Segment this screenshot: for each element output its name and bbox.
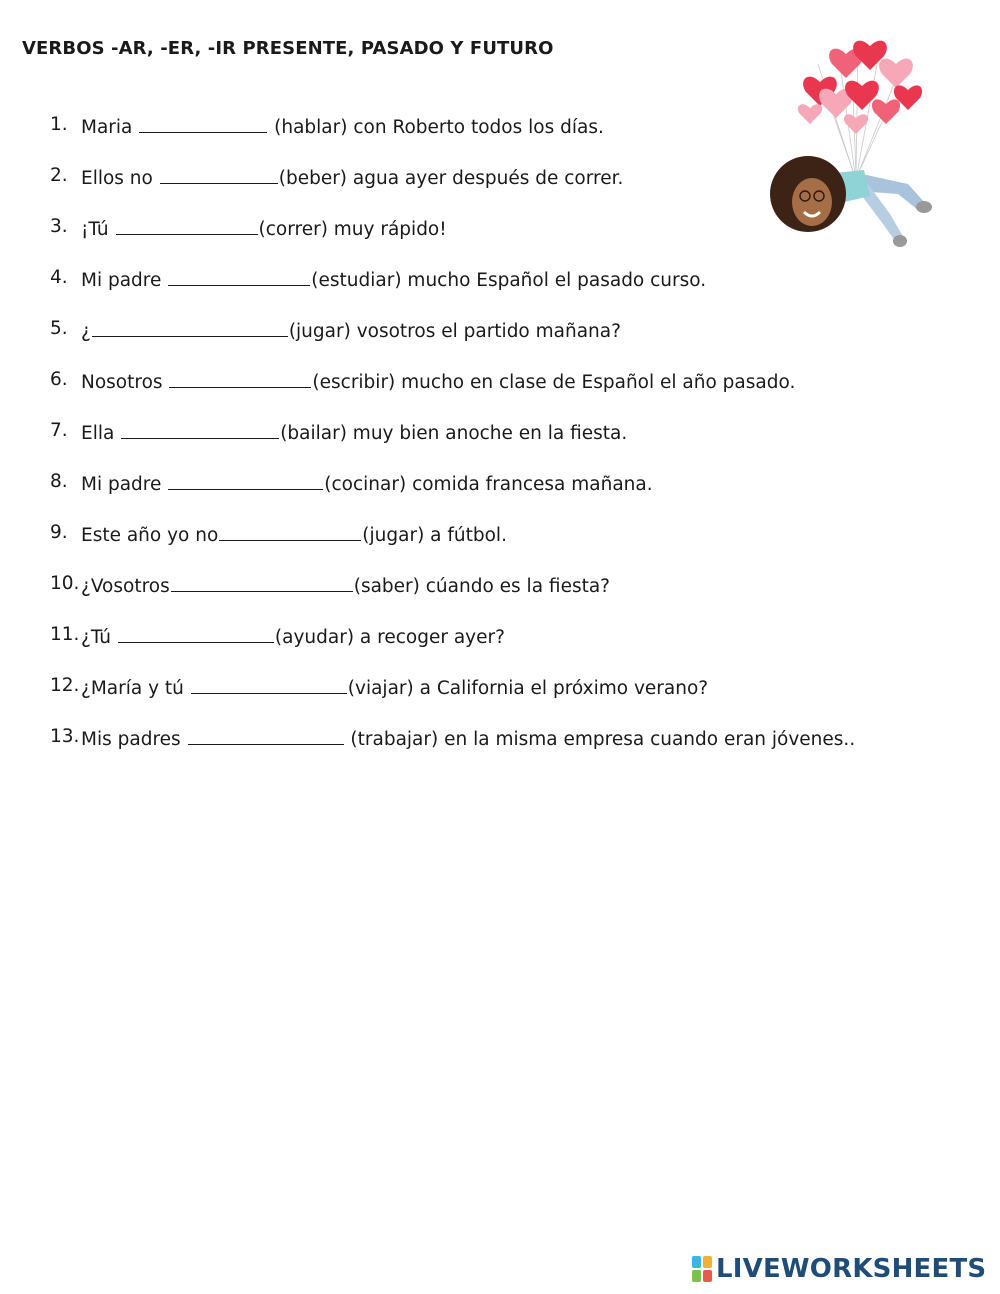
item-text <box>81 216 447 240</box>
item-text <box>81 675 708 699</box>
answer-blank[interactable] <box>171 573 353 592</box>
item-text-after: (beber) agua ayer después de correr. <box>278 168 624 189</box>
item-text-before: Este año yo no <box>81 525 219 546</box>
answer-blank[interactable] <box>168 267 310 286</box>
item-text-after: (cocinar) comida francesa mañana. <box>324 474 653 495</box>
item-text <box>81 420 627 444</box>
item-text <box>81 318 621 342</box>
liveworksheets-watermark <box>692 1254 986 1284</box>
answer-blank[interactable] <box>168 471 323 490</box>
item-text <box>81 726 855 750</box>
answer-blank[interactable] <box>219 522 361 541</box>
item-text-before: ¿ <box>81 321 91 342</box>
item-text-after: (correr) muy rápido! <box>258 219 447 240</box>
item-text-after: (estudiar) mucho Español el pasado curso. <box>311 270 707 291</box>
item-number: 7. <box>50 420 68 441</box>
item-text-before: ¿María y tú <box>81 678 190 699</box>
exercise-item <box>50 165 855 216</box>
exercise-item <box>50 573 855 624</box>
item-text-before: Maria <box>81 117 139 138</box>
item-number: 12. <box>50 675 80 696</box>
item-text-before: Ella <box>81 423 121 444</box>
item-text-after: (saber) cúando es la fiesta? <box>353 576 610 597</box>
item-number: 3. <box>50 216 68 237</box>
item-number: 2. <box>50 165 68 186</box>
item-text <box>81 522 507 546</box>
item-number: 13. <box>50 726 80 747</box>
item-number: 11. <box>50 624 80 645</box>
item-text-before: Ellos no <box>81 168 159 189</box>
item-text-after: (jugar) vosotros el partido mañana? <box>288 321 621 342</box>
exercise-item <box>50 624 855 675</box>
answer-blank[interactable] <box>160 165 278 184</box>
liveworksheets-logo-icon <box>692 1256 712 1282</box>
item-text <box>81 573 610 597</box>
exercise-item <box>50 471 855 522</box>
answer-blank[interactable] <box>118 624 274 643</box>
item-number: 1. <box>50 114 68 135</box>
exercise-item <box>50 369 855 420</box>
answer-blank[interactable] <box>191 675 347 694</box>
item-text-before: Nosotros <box>81 372 169 393</box>
item-number: 4. <box>50 267 68 288</box>
item-number: 9. <box>50 522 68 543</box>
exercise-item <box>50 267 855 318</box>
item-text-after: (bailar) muy bien anoche en la fiesta. <box>280 423 628 444</box>
answer-blank[interactable] <box>92 318 288 337</box>
item-text-after: (ayudar) a recoger ayer? <box>274 627 505 648</box>
exercise-item <box>50 318 855 369</box>
exercise-item <box>50 216 855 267</box>
item-number: 10. <box>50 573 80 594</box>
item-text <box>81 114 604 138</box>
exercise-list <box>50 114 855 777</box>
exercise-item <box>50 114 855 165</box>
item-text-before: Mi padre <box>81 270 168 291</box>
answer-blank[interactable] <box>188 726 344 745</box>
answer-blank[interactable] <box>121 420 279 439</box>
item-text <box>81 369 795 393</box>
item-text <box>81 624 505 648</box>
item-text-before: ¿Vosotros <box>81 576 170 597</box>
item-text <box>81 165 623 189</box>
exercise-item <box>50 522 855 573</box>
item-text-after: (trabajar) en la misma empresa cuando eran jóvenes.. <box>344 729 856 750</box>
answer-blank[interactable] <box>139 114 267 133</box>
item-number: 8. <box>50 471 68 492</box>
item-text-after: (escribir) mucho en clase de Español el año pasado. <box>312 372 796 393</box>
exercise-item <box>50 675 855 726</box>
exercise-item <box>50 726 855 777</box>
watermark-text: LIVEWORKSHEETS <box>716 1254 987 1284</box>
item-text <box>81 267 706 291</box>
exercise-item <box>50 420 855 471</box>
item-number: 5. <box>50 318 68 339</box>
item-text-before: Mi padre <box>81 474 168 495</box>
item-text <box>81 471 653 495</box>
worksheet-title: VERBOS -AR, -ER, -IR PRESENTE, PASADO Y FUTURO <box>22 38 554 59</box>
item-text-before: ¿Tú <box>81 627 117 648</box>
item-text-after: (jugar) a fútbol. <box>362 525 507 546</box>
item-text-before: Mis padres <box>81 729 187 750</box>
item-text-before: ¡Tú <box>81 219 115 240</box>
item-number: 6. <box>50 369 68 390</box>
item-text-after: (viajar) a California el próximo verano? <box>347 678 709 699</box>
item-text-after: (hablar) con Roberto todos los días. <box>268 117 604 138</box>
answer-blank[interactable] <box>169 369 311 388</box>
answer-blank[interactable] <box>116 216 258 235</box>
